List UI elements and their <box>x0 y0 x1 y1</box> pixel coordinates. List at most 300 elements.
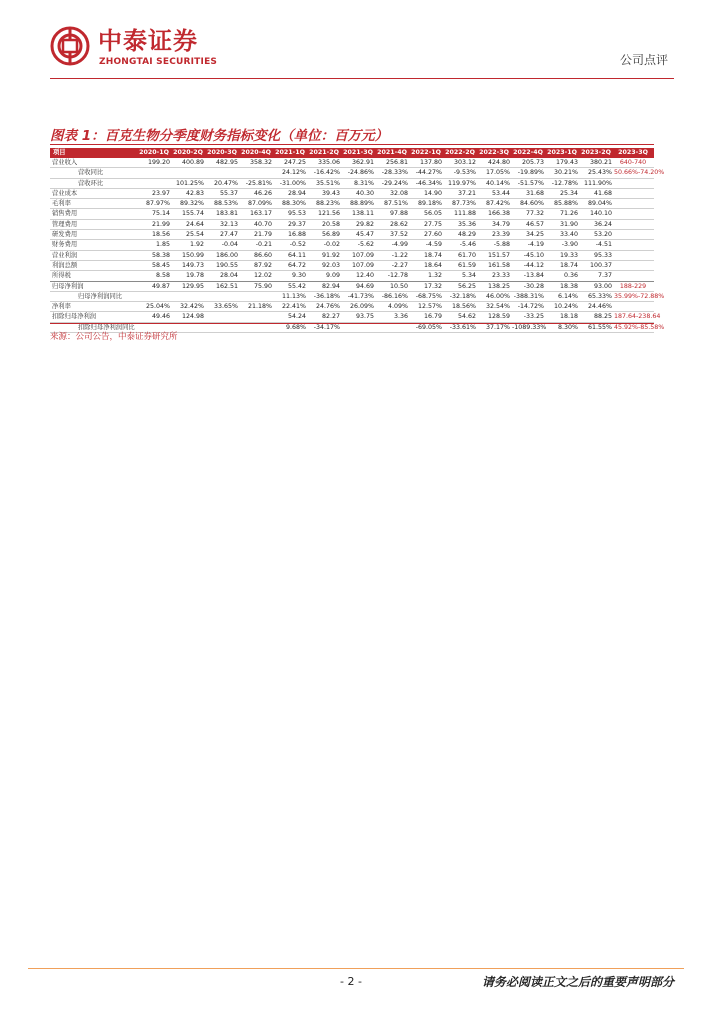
table-cell <box>614 271 654 281</box>
column-header-metric: 项目 <box>50 148 138 158</box>
row-label: 归母净利润同比 <box>50 291 138 301</box>
table-cell: 358.32 <box>240 158 274 168</box>
table-cell: 9.09 <box>308 271 342 281</box>
table-cell: 6.14% <box>546 291 580 301</box>
table-cell <box>614 250 654 260</box>
column-header: 2020-3Q <box>206 148 240 158</box>
table-cell <box>240 168 274 178</box>
table-cell: -44.27% <box>410 168 444 178</box>
table-cell: -0.52 <box>274 240 308 250</box>
table-cell: 45.92%-85.58% <box>614 323 665 331</box>
column-header: 2020-1Q <box>138 148 172 158</box>
column-header: 2020-2Q <box>172 148 206 158</box>
table-cell: -4.99 <box>376 240 410 250</box>
document-type: 公司点评 <box>619 53 668 67</box>
table-cell: 24.12% <box>274 168 308 178</box>
table-cell: 25.34 <box>546 188 580 198</box>
table-cell: 87.42% <box>478 199 512 209</box>
financial-table <box>50 148 665 333</box>
table-cell: -69.05% <box>410 322 444 332</box>
table-cell: 482.95 <box>206 158 240 168</box>
table-cell: 24.46% <box>580 302 614 312</box>
table-cell: 19.33 <box>546 250 580 260</box>
table-cell: -9.53% <box>444 168 478 178</box>
table-cell: 20.47% <box>206 178 240 188</box>
table-cell: 9.30 <box>274 271 308 281</box>
table-cell: 247.25 <box>274 158 308 168</box>
page-number: - 2 - <box>340 975 362 988</box>
table-cell: 93.75 <box>342 312 376 322</box>
table-cell: 8.58 <box>138 271 172 281</box>
table-cell <box>614 240 654 250</box>
row-label: 利润总额 <box>50 260 138 270</box>
table-cell: 87.73% <box>444 199 478 209</box>
row-label: 所得税 <box>50 271 138 281</box>
table-cell: 53.20 <box>580 230 614 240</box>
table-cell: 10.24% <box>546 302 580 312</box>
table-cell: 27.75 <box>410 219 444 229</box>
table-cell: 56.05 <box>410 209 444 219</box>
table-cell: -45.10 <box>512 250 546 260</box>
table-cell: -1.22 <box>376 250 410 260</box>
table-cell: 56.25 <box>444 281 478 291</box>
brand-name-cn: 中泰证券 <box>98 27 198 55</box>
row-label: 研发费用 <box>50 230 138 240</box>
table-cell: -29.24% <box>376 178 410 188</box>
table-cell: 34.25 <box>512 230 546 240</box>
table-cell: 55.42 <box>274 281 308 291</box>
row-label: 销售费用 <box>50 209 138 219</box>
table-cell: -41.73% <box>342 291 376 301</box>
table-cell: 20.58 <box>308 219 342 229</box>
table-row <box>50 250 654 260</box>
table-cell: 32.54% <box>478 302 512 312</box>
row-label: 归母净利润 <box>50 281 138 291</box>
header-divider <box>50 78 674 79</box>
table-cell: 101.25% <box>172 178 206 188</box>
table-row <box>50 219 654 229</box>
table-cell: 149.73 <box>172 260 206 270</box>
table-cell: 31.90 <box>546 219 580 229</box>
table-row <box>50 158 654 168</box>
table-cell <box>240 291 274 301</box>
table-header-row <box>50 148 654 158</box>
table-cell: 18.18 <box>546 312 580 322</box>
table-cell: 1.85 <box>138 240 172 250</box>
table-cell <box>614 230 654 240</box>
column-header: 2022-2Q <box>444 148 478 158</box>
table-cell: 82.94 <box>308 281 342 291</box>
table-cell: 94.69 <box>342 281 376 291</box>
table-cell: 42.83 <box>172 188 206 198</box>
table-cell: 25.04% <box>138 302 172 312</box>
table-cell: 8.31% <box>342 178 376 188</box>
table-row <box>50 260 654 270</box>
table-cell: 21.99 <box>138 219 172 229</box>
table-cell: 22.41% <box>274 302 308 312</box>
table-cell: 34.79 <box>478 219 512 229</box>
table-cell: 27.60 <box>410 230 444 240</box>
table-cell: 18.74 <box>546 260 580 270</box>
table-cell: 362.91 <box>342 158 376 168</box>
table-cell: -33.61% <box>444 322 478 332</box>
table-row <box>50 291 654 301</box>
table-cell: 87.51% <box>376 199 410 209</box>
table-cell: -28.33% <box>376 168 410 178</box>
table-cell: 41.68 <box>580 188 614 198</box>
table-cell: 45.47 <box>342 230 376 240</box>
table-cell: 64.11 <box>274 250 308 260</box>
table-cell: -36.18% <box>308 291 342 301</box>
table-cell: 380.21 <box>580 158 614 168</box>
table-cell <box>172 291 206 301</box>
table-cell: 87.09% <box>240 199 274 209</box>
table-cell: 24.64 <box>172 219 206 229</box>
column-header: 2022-3Q <box>478 148 512 158</box>
row-label: 营收同比 <box>50 168 138 178</box>
table-cell: -4.19 <box>512 240 546 250</box>
footer-divider <box>28 968 684 969</box>
table-row <box>50 188 654 198</box>
table-cell: 46.57 <box>512 219 546 229</box>
table-cell: 40.70 <box>240 219 274 229</box>
table-cell <box>614 178 654 188</box>
table-row <box>50 230 654 240</box>
table-cell <box>614 209 654 219</box>
table-cell: 86.60 <box>240 250 274 260</box>
table-cell: -1089.33% <box>512 323 547 331</box>
table-cell: -46.34% <box>410 178 444 188</box>
table-cell <box>206 291 240 301</box>
table-cell: -4.51 <box>580 240 614 250</box>
table-cell: 88.23% <box>308 199 342 209</box>
table-cell: -5.46 <box>444 240 478 250</box>
table-cell: -388.31% <box>513 292 544 300</box>
table-cell: 32.08 <box>376 188 410 198</box>
table-cell: 24.76% <box>308 302 342 312</box>
table-cell: -68.75% <box>410 291 444 301</box>
table-cell: 49.87 <box>138 281 172 291</box>
table-cell: 87.92 <box>240 260 274 270</box>
table-cell: 88.30% <box>274 199 308 209</box>
table-cell: -14.72% <box>512 302 546 312</box>
table-cell: 111.90% <box>580 178 614 188</box>
table-cell <box>172 168 206 178</box>
figure-title: 图表 1：百克生物分季度财务指标变化（单位：百万元） <box>50 128 389 144</box>
column-header: 2022-1Q <box>410 148 444 158</box>
table-cell: -5.62 <box>342 240 376 250</box>
table-cell: 37.52 <box>376 230 410 240</box>
table-cell: -0.21 <box>240 240 274 250</box>
row-label: 净利率 <box>50 302 138 312</box>
table-cell: 186.00 <box>206 250 240 260</box>
table-cell: 75.14 <box>138 209 172 219</box>
table-cell: 424.80 <box>478 158 512 168</box>
table-cell: 18.64 <box>410 260 444 270</box>
table-cell <box>240 312 274 322</box>
table-row <box>50 312 654 322</box>
table-cell: 179.43 <box>546 158 580 168</box>
table-cell: 124.98 <box>172 312 206 322</box>
table-cell: 7.37 <box>580 271 614 281</box>
table-cell: 31.68 <box>512 188 546 198</box>
table-cell: 25.54 <box>172 230 206 240</box>
table-cell: 400.89 <box>172 158 206 168</box>
table-cell: -0.02 <box>308 240 342 250</box>
table-cell: -2.27 <box>376 260 410 270</box>
table-cell: -0.04 <box>206 240 240 250</box>
table-cell: 256.81 <box>376 158 410 168</box>
table-cell: 107.09 <box>342 250 376 260</box>
table-cell: 71.26 <box>546 209 580 219</box>
table-row <box>50 178 654 188</box>
table-cell: 58.38 <box>138 250 172 260</box>
table-cell: 335.06 <box>308 158 342 168</box>
table-cell: 39.43 <box>308 188 342 198</box>
column-header: 2021-3Q <box>342 148 376 158</box>
table-cell: 88.25 <box>580 312 614 322</box>
table-cell: 128.59 <box>478 312 512 322</box>
table-cell: 50.66%-74.20% <box>614 169 665 177</box>
table-cell: 89.04% <box>580 199 614 209</box>
table-cell: 162.51 <box>206 281 240 291</box>
table-cell: 88.53% <box>206 199 240 209</box>
table-row <box>50 302 654 312</box>
figure-source: 来源：公司公告，中泰证券研究所 <box>50 332 178 342</box>
table-cell: 55.37 <box>206 188 240 198</box>
table-cell: 46.00% <box>478 291 512 301</box>
zhongtai-logo-icon <box>50 26 90 66</box>
table-cell: 150.99 <box>172 250 206 260</box>
table-cell: 85.88% <box>546 199 580 209</box>
brand-name-en: ZHONGTAI SECURITIES <box>99 57 218 67</box>
table-cell: 12.40 <box>342 271 376 281</box>
table-cell: 97.88 <box>376 209 410 219</box>
column-header: 2021-2Q <box>308 148 342 158</box>
table-cell: 61.55% <box>580 322 614 332</box>
table-cell: 37.17% <box>478 322 512 332</box>
table-cell: 138.25 <box>478 281 512 291</box>
table-cell: 4.09% <box>376 302 410 312</box>
table-cell: -12.78 <box>376 271 410 281</box>
table-cell: 3.36 <box>376 312 410 322</box>
column-header: 2022-4Q <box>512 148 546 158</box>
table-cell: 65.33% <box>580 291 614 301</box>
column-header: 2021-4Q <box>376 148 410 158</box>
table-cell: 121.56 <box>308 209 342 219</box>
table-cell: 140.10 <box>580 209 614 219</box>
table-cell: 33.65% <box>206 302 240 312</box>
table-cell: -25.81% <box>240 178 274 188</box>
table-cell <box>614 219 654 229</box>
table-cell <box>614 188 654 198</box>
table-cell: 23.33 <box>478 271 512 281</box>
table-cell: 303.12 <box>444 158 478 168</box>
footer-disclaimer: 请务必阅读正文之后的重要声明部分 <box>481 975 674 989</box>
table-cell: 11.13% <box>274 291 308 301</box>
table-row <box>50 281 654 291</box>
table-cell: 129.95 <box>172 281 206 291</box>
table-cell: 12.02 <box>240 271 274 281</box>
table-cell: 19.78 <box>172 271 206 281</box>
table-cell: -34.17% <box>308 322 342 332</box>
table-cell: 29.82 <box>342 219 376 229</box>
table-cell: 1.32 <box>410 271 444 281</box>
column-header: 2023-3Q <box>614 148 654 158</box>
table-cell: 49.46 <box>138 312 172 322</box>
table-cell: 18.56 <box>138 230 172 240</box>
table-cell: 35.51% <box>308 178 342 188</box>
table-cell: 58.45 <box>138 260 172 270</box>
row-label: 营业收入 <box>50 158 138 168</box>
table-cell: -51.57% <box>512 178 546 188</box>
table-cell: 35.99%-72.88% <box>614 292 665 300</box>
row-label: 扣除归母净利润同比 <box>50 322 138 332</box>
table-cell: -12.78% <box>546 178 580 188</box>
column-header: 2023-2Q <box>580 148 614 158</box>
table-cell: 166.38 <box>478 209 512 219</box>
table-cell: 36.24 <box>580 219 614 229</box>
table-cell: 46.26 <box>240 188 274 198</box>
table-cell: 28.04 <box>206 271 240 281</box>
figure-title-divider <box>50 144 654 145</box>
table-cell: 61.70 <box>444 250 478 260</box>
table-cell: 28.62 <box>376 219 410 229</box>
table-cell: 95.33 <box>580 250 614 260</box>
table-cell: -5.88 <box>478 240 512 250</box>
table-cell: 8.30% <box>546 322 580 332</box>
table-cell <box>614 302 654 312</box>
table-cell: -30.28 <box>512 281 546 291</box>
table-cell: 119.97% <box>444 178 478 188</box>
row-label: 扣除归母净利润 <box>50 312 138 322</box>
source-divider <box>50 323 654 324</box>
table-cell: 87.97% <box>138 199 172 209</box>
row-label: 营业利润 <box>50 250 138 260</box>
table-cell: 93.00 <box>580 281 614 291</box>
table-row <box>50 240 654 250</box>
table-row <box>50 271 654 281</box>
table-cell <box>614 260 654 270</box>
table-cell: -33.25 <box>512 312 546 322</box>
table-cell: 18.74 <box>410 250 444 260</box>
table-cell: -32.18% <box>444 291 478 301</box>
row-label: 营业成本 <box>50 188 138 198</box>
table-cell: 29.37 <box>274 219 308 229</box>
table-cell: 54.62 <box>444 312 478 322</box>
page-header <box>0 0 724 80</box>
table-cell: 40.14% <box>478 178 512 188</box>
table-cell: 25.43% <box>580 168 614 178</box>
table-cell: 10.50 <box>376 281 410 291</box>
table-cell <box>138 168 172 178</box>
row-label: 毛利率 <box>50 199 138 209</box>
table-row <box>50 168 654 178</box>
table-cell: 84.60% <box>512 199 546 209</box>
table-cell: 26.09% <box>342 302 376 312</box>
table-cell: 32.13 <box>206 219 240 229</box>
table-cell: -4.59 <box>410 240 444 250</box>
table-cell: 17.32 <box>410 281 444 291</box>
table-cell: 9.68% <box>274 322 308 332</box>
table-cell: 163.17 <box>240 209 274 219</box>
table-cell: 151.57 <box>478 250 512 260</box>
table-cell: 161.58 <box>478 260 512 270</box>
column-header: 2021-1Q <box>274 148 308 158</box>
table-cell <box>138 291 172 301</box>
table-cell: 92.03 <box>308 260 342 270</box>
table-cell: 91.92 <box>308 250 342 260</box>
table-cell: 12.57% <box>410 302 444 312</box>
table-cell: -13.84 <box>512 271 546 281</box>
table-cell: 14.90 <box>410 188 444 198</box>
table-body <box>50 158 665 333</box>
table-cell: 17.05% <box>478 168 512 178</box>
table-cell <box>206 312 240 322</box>
table-cell: 95.53 <box>274 209 308 219</box>
table-cell: 32.42% <box>172 302 206 312</box>
table-cell: -3.90 <box>546 240 580 250</box>
table-cell: 23.97 <box>138 188 172 198</box>
column-header: 2023-1Q <box>546 148 580 158</box>
table-cell: -86.16% <box>376 291 410 301</box>
table-cell: 89.32% <box>172 199 206 209</box>
column-header: 2020-4Q <box>240 148 274 158</box>
table-cell: 16.79 <box>410 312 444 322</box>
table-cell <box>206 168 240 178</box>
table-cell: 183.81 <box>206 209 240 219</box>
table-cell: 187.64-238.64 <box>614 313 661 321</box>
table-cell: 30.21% <box>546 168 580 178</box>
table-cell: 37.21 <box>444 188 478 198</box>
table-cell: 16.88 <box>274 230 308 240</box>
table-cell: 5.34 <box>444 271 478 281</box>
table-cell: -24.86% <box>342 168 376 178</box>
table-cell: 54.24 <box>274 312 308 322</box>
table-cell: 33.40 <box>546 230 580 240</box>
table-cell: -44.12 <box>512 260 546 270</box>
table-cell: 18.38 <box>546 281 580 291</box>
table-cell: 640-740 <box>614 158 654 168</box>
table-cell: 190.55 <box>206 260 240 270</box>
table-cell: 137.80 <box>410 158 444 168</box>
table-cell: 107.09 <box>342 260 376 270</box>
table-cell: 53.44 <box>478 188 512 198</box>
table-cell: 48.29 <box>444 230 478 240</box>
table-cell: 35.36 <box>444 219 478 229</box>
table-cell: 28.94 <box>274 188 308 198</box>
table-cell: 88.89% <box>342 199 376 209</box>
table-cell: 111.88 <box>444 209 478 219</box>
table-row <box>50 209 654 219</box>
row-label: 管理费用 <box>50 219 138 229</box>
table-cell: -19.89% <box>512 168 546 178</box>
row-label: 营收环比 <box>50 178 138 188</box>
table-cell: 155.74 <box>172 209 206 219</box>
table-cell: 40.30 <box>342 188 376 198</box>
table-cell: 0.36 <box>546 271 580 281</box>
table-cell: 61.59 <box>444 260 478 270</box>
table-cell <box>138 178 172 188</box>
table-cell: 188-229 <box>614 281 654 291</box>
table-cell: 21.79 <box>240 230 274 240</box>
table-cell: 27.47 <box>206 230 240 240</box>
table-cell: 21.18% <box>240 302 274 312</box>
table-cell: -31.00% <box>274 178 308 188</box>
table-cell: 77.32 <box>512 209 546 219</box>
table-cell: 138.11 <box>342 209 376 219</box>
table-cell: 82.27 <box>308 312 342 322</box>
